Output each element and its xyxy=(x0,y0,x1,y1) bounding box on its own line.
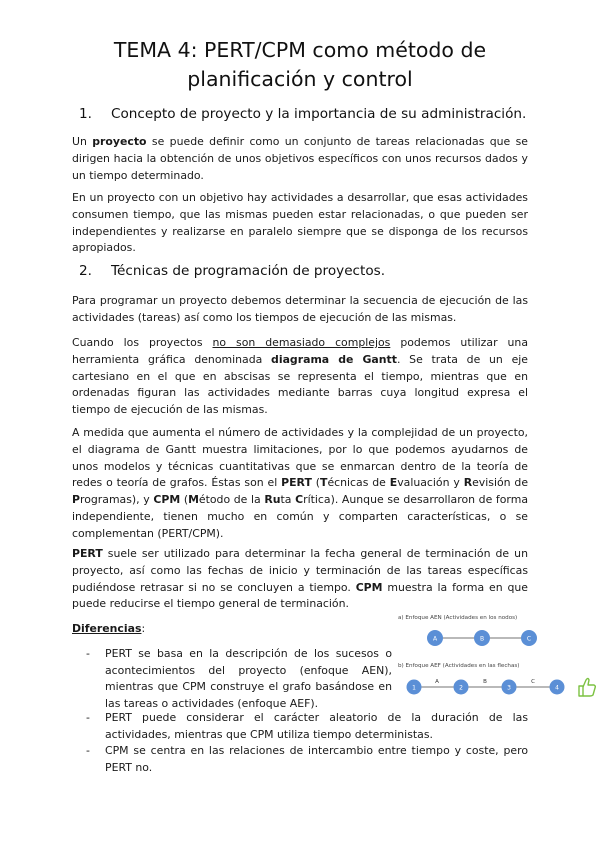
differences-list-bottom xyxy=(72,710,528,776)
bullet-dash: - xyxy=(86,647,90,660)
p5-text-b: ( xyxy=(311,476,320,490)
p5-bold-p: P xyxy=(72,493,80,507)
thumbs-up-icon xyxy=(579,679,595,697)
differences-list-top xyxy=(72,646,392,712)
p5-bold-m: M xyxy=(188,493,199,507)
aef-node-label: 4 xyxy=(555,684,559,692)
aen-aef-diagram xyxy=(392,610,600,702)
bullet-text: PERT se basa en la descripción de los sucesos o acontecimientos del proyecto (enfoque AEN), mientras que CPM construye el grafo basándose en las tareas o actividades (enfoque AEF). xyxy=(105,647,392,710)
list-item xyxy=(72,710,528,743)
diferencias-heading xyxy=(72,621,212,638)
caption-aef: b) Enfoque AEF (Actividades en las flechas) xyxy=(398,663,520,669)
paragraph-project-definition xyxy=(72,134,528,184)
paragraph-project-activities: En un proyecto con un objetivo hay actividades a desarrollar, que esas actividades consumen tiempo, que las mismas pueden estar relacionadas, o que pueden ser independientes y realizarse en paralelo siempre que se disponga de los recursos apropiados. xyxy=(72,191,528,255)
section-1-number: 1. xyxy=(79,106,92,122)
list-item xyxy=(72,646,392,712)
p5-text-m6: rítica). Aunque se desarrollaron de forma independiente, tienen mucho en común y comparten características, o se complementan (PERT/CPM). xyxy=(72,493,528,540)
title-line-2: planificación y control xyxy=(187,67,413,91)
p4-bold-gantt: diagrama de Gantt xyxy=(271,352,397,366)
p5-text-m4: ta xyxy=(280,493,296,507)
p5-text-c: ( xyxy=(180,493,189,507)
p5-bold-r: R xyxy=(463,476,473,490)
title-line-1: TEMA 4: PERT/CPM como método de xyxy=(113,38,487,62)
p5-text-t4: valuación y xyxy=(397,476,464,490)
paragraph-gantt xyxy=(72,335,528,419)
bullet-text: PERT puede considerar el carácter aleatorio de la duración de las actividades, mientras que CPM utiliza tiempo deterministas. xyxy=(105,711,528,741)
p6-text-a: suele ser utilizado para determinar la fecha general de terminación de un proyecto, así como las fechas de inicio y terminación de las tareas específicas pudiéndose retrasar si no se concluyen a tiempo. xyxy=(72,547,528,594)
aef-node-label: 1 xyxy=(412,684,416,692)
p6-bold-pert: PERT xyxy=(72,547,103,560)
p5-bold-cpm: CPM xyxy=(153,493,181,507)
p5-text-a: A medida que aumenta el número de actividades y la complejidad de un proyecto, el diagrama de Gantt muestra limitaciones, por lo que podemos ayudarnos de unos modelos y técnicas cuantitativas que se enmarcan dentro de la teoría de redes o teoría de grafos. Éstas son el xyxy=(72,426,528,490)
p6-text-b: muestra la forma en que puede reducirse el tiempo general de terminación. xyxy=(72,580,529,611)
section-1-heading xyxy=(79,106,526,122)
paragraph-pert-usage xyxy=(72,546,528,613)
section-2-number: 2. xyxy=(79,263,92,279)
p5-text-t2: écnicas de xyxy=(327,476,390,490)
aef-arrow-label: A xyxy=(435,679,439,685)
list-item xyxy=(72,743,528,776)
p5-text-t8: rogramas), y xyxy=(79,493,154,507)
bullet-text: CPM se centra en las relaciones de intercambio entre tiempo y coste, pero PERT no. xyxy=(105,744,528,774)
p5-bold-e: E xyxy=(389,476,398,490)
p4-text-b: podemos utilizar una herramienta gráfica denominada xyxy=(72,336,528,366)
diferencias-label: Diferencias xyxy=(72,622,142,635)
aen-node-label: B xyxy=(479,635,485,643)
bullet-dash: - xyxy=(86,744,90,757)
aef-arrow-label: C xyxy=(531,679,535,685)
p1-bold-proyecto: proyecto xyxy=(92,135,147,148)
section-2-heading xyxy=(79,263,385,279)
section-2-title: Técnicas de programación de proyectos. xyxy=(111,263,386,279)
p5-bold-c: C xyxy=(295,493,304,507)
aef-node-label: 3 xyxy=(507,684,511,692)
p5-bold-ru: Ru xyxy=(264,493,281,507)
caption-aen: a) Enfoque AEN (Actividades en los nodos) xyxy=(398,615,518,621)
aen-node-label: C xyxy=(526,635,532,643)
aef-arrow-label: B xyxy=(483,679,487,685)
p4-underlined: no son demasiado complejos xyxy=(212,336,391,349)
p1-text-a: Un xyxy=(72,135,93,148)
section-1-title: Concepto de proyecto y la importancia de su administración. xyxy=(111,106,527,122)
p5-bold-t: T xyxy=(320,476,328,490)
p1-text-b: se puede definir como un conjunto de tareas relacionadas que se dirigen hacia la obtención de unos objetivos específicos con unos recursos dados y un tiempo determinado. xyxy=(72,135,529,182)
p5-text-t6: evisión de xyxy=(472,476,529,490)
aen-node-label: A xyxy=(432,635,438,643)
paragraph-programming: Para programar un proyecto debemos determinar la secuencia de ejecución de las actividades (tareas) así como los tiempos de ejecución de las mismas. xyxy=(72,294,528,324)
page-title xyxy=(60,36,540,94)
diferencias-colon: : xyxy=(141,622,146,635)
p4-text-a: Cuando los proyectos xyxy=(72,336,213,349)
p5-bold-pert: PERT xyxy=(281,476,312,490)
aef-node-label: 2 xyxy=(459,684,463,692)
p5-text-m2: étodo de la xyxy=(198,493,265,507)
p4-text-c: . Se trata de un eje cartesiano en el que en abscisas se representa el tiempo, mientras que en ordenadas figuran las actividades mediante barras cuya longitud expresa el tiempo de ejecución de las mismas. xyxy=(72,352,529,417)
bullet-dash: - xyxy=(86,711,90,724)
paragraph-pert-cpm-intro xyxy=(72,425,528,543)
p6-bold-cpm: CPM xyxy=(355,580,383,594)
